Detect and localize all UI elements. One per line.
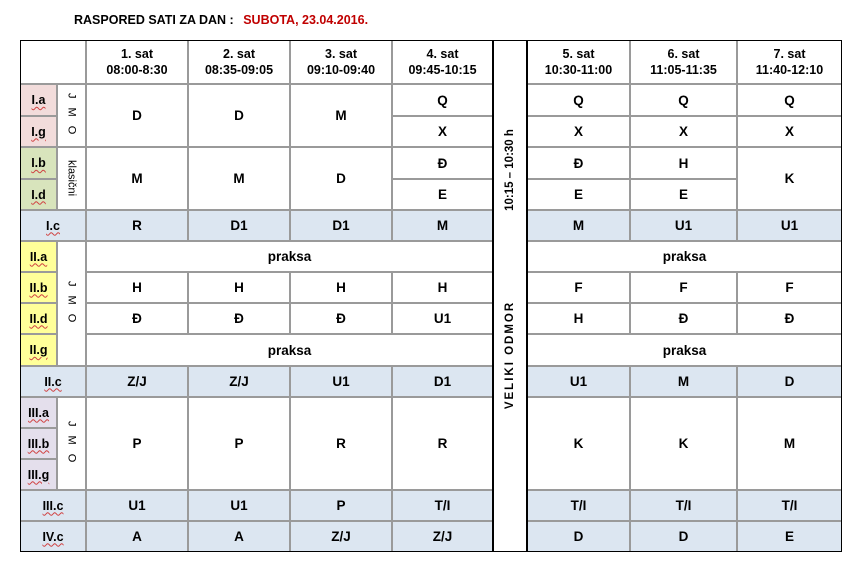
period-number: 6. sat bbox=[667, 47, 700, 61]
lesson-cell: X bbox=[737, 116, 842, 147]
class-label bbox=[20, 397, 57, 428]
period-number: 5. sat bbox=[562, 47, 595, 61]
lesson-cell: M bbox=[737, 397, 842, 490]
class-label bbox=[20, 521, 86, 552]
lesson-cell: Đ bbox=[737, 303, 842, 334]
period-time: 10:30-11:00 bbox=[544, 63, 613, 77]
praksa-cell: praksa bbox=[527, 334, 842, 366]
lesson-cell: Q bbox=[392, 84, 493, 116]
lesson-cell: D1 bbox=[290, 210, 392, 241]
group-text: klasični bbox=[65, 160, 78, 197]
lesson-cell: D bbox=[188, 84, 290, 147]
class-label bbox=[20, 272, 57, 303]
praksa-cell: praksa bbox=[86, 334, 493, 366]
class-name: III.b bbox=[27, 436, 50, 451]
lesson-cell: D bbox=[630, 521, 737, 552]
break-time: 10:15 – 10:30 h bbox=[504, 129, 516, 211]
schedule-title bbox=[74, 13, 368, 27]
lesson-cell: M bbox=[392, 210, 493, 241]
class-name: II.g bbox=[29, 343, 48, 357]
praksa-cell: praksa bbox=[86, 241, 493, 272]
lesson-cell: X bbox=[527, 116, 630, 147]
lesson-cell: E bbox=[630, 179, 737, 210]
class-label bbox=[20, 179, 57, 210]
lesson-cell: H bbox=[392, 272, 493, 303]
group-label bbox=[57, 84, 86, 147]
class-label bbox=[20, 366, 86, 397]
lesson-cell: U1 bbox=[86, 490, 188, 521]
class-label bbox=[20, 334, 57, 366]
lesson-cell: D bbox=[86, 84, 188, 147]
lesson-cell: U1 bbox=[737, 210, 842, 241]
lesson-cell: U1 bbox=[630, 210, 737, 241]
lesson-cell: Z/J bbox=[86, 366, 188, 397]
break-column bbox=[493, 129, 527, 440]
class-name: I.d bbox=[31, 187, 46, 202]
group-label bbox=[57, 241, 86, 366]
group-text: J M O bbox=[65, 281, 78, 326]
lesson-cell: F bbox=[737, 272, 842, 303]
title-label: RASPORED SATI ZA DAN : bbox=[74, 13, 234, 27]
class-name: III.a bbox=[28, 405, 49, 420]
class-name: I.b bbox=[31, 156, 46, 170]
period-header bbox=[290, 40, 392, 84]
lesson-cell: F bbox=[630, 272, 737, 303]
period-time: 09:45-10:15 bbox=[408, 63, 477, 77]
lesson-cell: Đ bbox=[290, 303, 392, 334]
period-number: 1. sat bbox=[121, 47, 153, 61]
lesson-cell: D bbox=[290, 147, 392, 210]
lesson-cell: K bbox=[527, 397, 630, 490]
lesson-cell: Q bbox=[630, 84, 737, 116]
lesson-cell: D bbox=[737, 366, 842, 397]
lesson-cell: M bbox=[630, 366, 737, 397]
class-label bbox=[20, 116, 57, 147]
lesson-cell: R bbox=[86, 210, 188, 241]
lesson-cell: Q bbox=[737, 84, 842, 116]
lesson-cell: M bbox=[188, 147, 290, 210]
class-name: II.c bbox=[44, 374, 62, 389]
lesson-cell: U1 bbox=[188, 490, 290, 521]
class-name: II.a bbox=[29, 249, 48, 264]
lesson-cell: H bbox=[86, 272, 188, 303]
lesson-cell: T/I bbox=[527, 490, 630, 521]
period-time: 09:10-09:40 bbox=[306, 63, 376, 77]
lesson-cell: T/I bbox=[392, 490, 493, 521]
lesson-cell: E bbox=[392, 179, 493, 210]
class-label bbox=[20, 459, 57, 490]
period-header bbox=[630, 40, 737, 84]
class-label bbox=[20, 490, 86, 521]
lesson-cell: R bbox=[392, 397, 493, 490]
lesson-cell: D1 bbox=[188, 210, 290, 241]
class-label bbox=[20, 147, 57, 179]
lesson-cell: Z/J bbox=[188, 366, 290, 397]
period-time: 11:40-12:10 bbox=[755, 63, 824, 77]
period-number: 4. sat bbox=[426, 47, 459, 61]
header-corner bbox=[20, 40, 86, 84]
lesson-cell: A bbox=[86, 521, 188, 552]
lesson-cell: H bbox=[527, 303, 630, 334]
period-time: 08:00-8:30 bbox=[106, 63, 168, 77]
break-label: VELIKI ODMOR bbox=[504, 300, 516, 410]
period-header bbox=[737, 40, 842, 84]
period-header bbox=[527, 40, 630, 84]
lesson-cell: M bbox=[290, 84, 392, 147]
lesson-cell: P bbox=[290, 490, 392, 521]
lesson-cell: Đ bbox=[527, 147, 630, 179]
group-text: J M O bbox=[65, 421, 78, 466]
lesson-cell: M bbox=[527, 210, 630, 241]
lesson-cell: P bbox=[188, 397, 290, 490]
class-name: III.g bbox=[27, 467, 50, 482]
lesson-cell: U1 bbox=[527, 366, 630, 397]
lesson-cell: U1 bbox=[392, 303, 493, 334]
lesson-cell: D bbox=[527, 521, 630, 552]
class-label bbox=[20, 303, 57, 334]
class-name: III.c bbox=[42, 498, 64, 513]
lesson-cell: P bbox=[86, 397, 188, 490]
lesson-cell: A bbox=[188, 521, 290, 552]
period-header bbox=[86, 40, 188, 84]
lesson-cell: F bbox=[527, 272, 630, 303]
class-name: II.b bbox=[29, 280, 48, 295]
lesson-cell: Z/J bbox=[290, 521, 392, 552]
class-name: I.g bbox=[31, 124, 46, 139]
lesson-cell: M bbox=[86, 147, 188, 210]
group-label bbox=[57, 397, 86, 490]
lesson-cell: Q bbox=[527, 84, 630, 116]
lesson-cell: R bbox=[290, 397, 392, 490]
lesson-cell: K bbox=[630, 397, 737, 490]
period-time: 08:35-09:05 bbox=[204, 63, 274, 77]
title-date: SUBOTA, 23.04.2016. bbox=[243, 13, 369, 27]
lesson-cell: H bbox=[290, 272, 392, 303]
lesson-cell: Đ bbox=[188, 303, 290, 334]
lesson-cell: Đ bbox=[630, 303, 737, 334]
class-name: I.a bbox=[31, 93, 46, 107]
period-header bbox=[392, 40, 493, 84]
class-name: II.d bbox=[29, 311, 48, 326]
class-name: I.c bbox=[46, 218, 60, 233]
lesson-cell: T/I bbox=[630, 490, 737, 521]
lesson-cell: Đ bbox=[86, 303, 188, 334]
period-number: 7. sat bbox=[773, 47, 806, 61]
lesson-cell: Đ bbox=[392, 147, 493, 179]
group-text: J M O bbox=[65, 93, 78, 138]
lesson-cell: D1 bbox=[392, 366, 493, 397]
lesson-cell: X bbox=[392, 116, 493, 147]
lesson-cell: Z/J bbox=[392, 521, 493, 552]
period-time: 11:05-11:35 bbox=[650, 63, 717, 77]
lesson-cell: H bbox=[188, 272, 290, 303]
praksa-cell: praksa bbox=[527, 241, 842, 272]
class-label bbox=[20, 428, 57, 459]
class-label bbox=[20, 84, 57, 116]
period-number: 2. sat bbox=[223, 47, 255, 61]
period-header bbox=[188, 40, 290, 84]
period-number: 3. sat bbox=[325, 47, 357, 61]
lesson-cell: H bbox=[630, 147, 737, 179]
class-name: IV.c bbox=[42, 529, 64, 544]
class-label bbox=[20, 241, 57, 272]
lesson-cell: E bbox=[737, 521, 842, 552]
lesson-cell: U1 bbox=[290, 366, 392, 397]
lesson-cell: T/I bbox=[737, 490, 842, 521]
class-label bbox=[20, 210, 86, 241]
lesson-cell: K bbox=[737, 147, 842, 210]
group-label bbox=[57, 147, 86, 210]
lesson-cell: X bbox=[630, 116, 737, 147]
lesson-cell: E bbox=[527, 179, 630, 210]
